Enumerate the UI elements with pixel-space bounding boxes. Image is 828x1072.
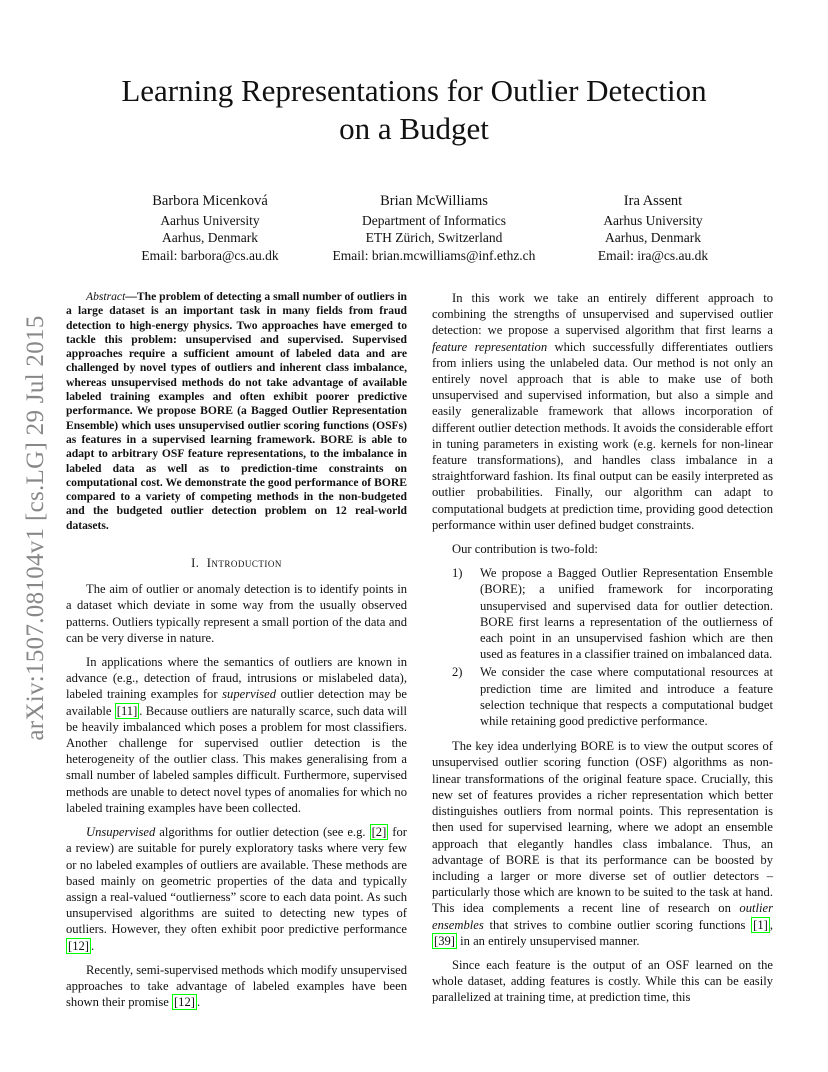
citation-link[interactable]: [1] [753,917,768,932]
paper-title [60,72,768,148]
paragraph [66,581,407,646]
list-item [432,565,773,662]
author-name: Ira Assent [623,193,683,209]
citation-link[interactable]: [2] [371,825,387,840]
list-number: 1) [452,566,463,581]
list-item [432,664,773,729]
arxiv-identifier: arXiv:1507.08104v1 [cs.LG] 29 Jul 2015 [22,315,49,741]
list-number: 2) [452,665,463,680]
author-location: Aarhus, Denmark [162,230,258,245]
paragraph-text: The key idea underlying BORE is to view the output scores of unsupervised outlier scoring function (OSF) algorithms as non-linear transformations of the original feature space. Crucially, this new set of features provides a richer representation which better distinguishes outliers from normal points. This representation is then used for supervised learning, where we adopt an ensemble approach that elegantly handles class imbalance. Thus, an advantage of BORE is that its performance can be boosted by including a larger or more diverse set of outlier detectors – particularly those which are known to be suited to the task at hand. This idea complements a recent line of research on [432,739,773,916]
paragraph-text: Recently, semi-supervised methods which modify unsupervised approaches to take advantage of labeled examples have been shown their promise [66,962,407,1010]
citation-link[interactable]: [11] [116,703,138,718]
section-number: I. [191,556,200,571]
author-location: ETH Zürich, Switzerland [365,230,503,245]
emphasis-text: supervised [222,687,277,702]
paragraph-text: outlier detection may be available [66,687,407,718]
author-block-2 [318,193,550,264]
citation-link[interactable]: [12] [173,995,195,1010]
paragraph-text: Since each feature is the output of an OSF learned on the whole dataset, adding features is costly. While this can be easily parallelized at training time, at prediction time, this [432,957,773,1005]
paragraph [432,541,773,557]
paragraph-text: algorithms for outlier detection (see e.g. [155,825,370,840]
author-name: Barbora Micenková [152,193,268,209]
paragraph-text: that strives to combine outlier scoring functions [483,917,752,932]
paragraph-text: . Because outliers are naturally scarce, such data will be heavily imbalanced which poses a problem for most classifiers. Another challenge for supervised outlier detection is the heterogeneity of the outlier class. This makes generalising from a small number of labeled samples difficult. Furthermore, supervised methods are unable to detect novel types of anomalies for which no labeled training examples have been collected. [66,703,407,815]
author-affiliation: Department of Informatics [362,212,506,228]
right-column [432,290,773,1014]
emphasis-text: outlier ensembles [432,901,773,932]
left-column [66,290,407,1018]
paragraph-text: In this work we take an entirely different approach to combining the strengths of unsupervised and supervised outlier detection: we propose a supervised algorithm that first learns a [432,291,773,338]
section-title: Introduction [206,556,282,571]
paragraph [66,654,407,816]
list-item-text: We consider the case where computational resources at prediction time are limited and introduce a feature selection technique that respects a computational budget while retaining good predictive performance. [480,665,773,729]
abstract [66,290,407,533]
paragraph-text: . [90,938,95,953]
author-affiliation: Aarhus University [603,212,703,228]
abstract-label: Abstract [86,290,126,303]
emphasis-text: feature representation [432,339,548,354]
paragraph [432,290,773,533]
author-email: Email: barbora@cs.au.dk [141,247,279,263]
paragraph-text: in an entirely unsupervised manner. [456,933,640,948]
title-line-1: Learning Representations for Outlier Detection [121,73,707,108]
emphasis-text: Unsupervised [86,825,156,840]
paragraph [432,738,773,949]
paragraph-text: The aim of outlier or anomaly detection is to identify points in a dataset which deviate in some way from the usually observed patterns. Outliers typically represent a small portion of the data and can be very diverse in nature. [66,582,407,645]
author-location: Aarhus, Denmark [605,230,701,245]
paragraph [66,824,407,954]
paragraph [66,962,407,1011]
paragraph-text: which successfully differentiates outliers from inliers using the unlabeled data. Our method is not only an entirely novel approach that is able to make use of both unsupervised and supervised information, but also a simple and easily generalizable framework that allows incorporation of different outlier detection methods. It avoids the considerable effort in tuning parameters in existing work (e.g. kernels for non-linear feature transformations), and handles class imbalance in a straightforward fashion. Its final output can be easily interpreted as outlier probabilities. Finally, our algorithm can adapt to computational budgets at prediction time, providing good detection performance within user defined budget constraints. [432,339,774,532]
paragraph-text: . [196,995,201,1010]
author-block-1 [110,193,310,264]
author-affiliation: Aarhus University [160,212,260,228]
paragraph-text: Our contribution is two-fold: [452,542,598,557]
paragraph-text: , [769,917,773,932]
citation-link[interactable]: [12] [68,938,89,953]
paragraph [432,957,773,1006]
abstract-text: —The problem of detecting a small number of outliers in a large dataset is an important task in many fields from fraud detection to high-energy physics. Two approaches have emerged to tackle this problem: unsupervised and supervised. Supervised approaches require a sufficient amount of labeled data and are challenged by novel types of outliers and inherent class imbalance, whereas unsupervised methods do not take advantage of available labeled training examples and often exhibit poorer predictive performance. We propose BORE (a Bagged Outlier Representation Ensemble) which uses unsupervised outlier scoring functions (OSFs) as features in a supervised learning framework. BORE is able to adapt to arbitrary OSF feature representations, to the imbalance in labeled data as well as to prediction-time constraints on computational cost. We demonstrate the good performance of BORE compared to a variety of competing methods in the non-budgeted and the budgeted outlier detection problem on 12 real-world datasets. [66,290,407,532]
citation-link[interactable]: [39] [434,933,455,948]
contribution-list [432,565,773,729]
paragraph-text: for a review) are suitable for purely exploratory tasks where very few or no labeled examples of outliers are available. These methods are based mainly on geometric properties of the data and typically assign a real-valued “outlierness” score to each data point. As such unsupervised algorithms are suited to detecting new types of outliers. However, they often exhibit poor predictive performance [66,825,407,937]
section-heading-introduction [66,555,407,571]
author-email: Email: ira@cs.au.dk [597,247,709,263]
author-name: Brian McWilliams [380,193,488,209]
paragraph-text: In applications where the semantics of outliers are known in advance (e.g., detection of fraud, intrusions or mislabeled data), labeled training examples for [66,655,407,702]
author-block-3 [568,193,738,264]
title-line-2: on a Budget [339,111,489,146]
author-email: Email: brian.mcwilliams@inf.ethz.ch [332,247,536,263]
list-item-text: We propose a Bagged Outlier Representation Ensemble (BORE); a unified framework for incorporating unsupervised and supervised data for outlier detection. BORE first learns a representation of the outlierness of each point in an unsupervised fashion which are then used as features in a classifier trained on imbalanced data. [480,566,773,662]
